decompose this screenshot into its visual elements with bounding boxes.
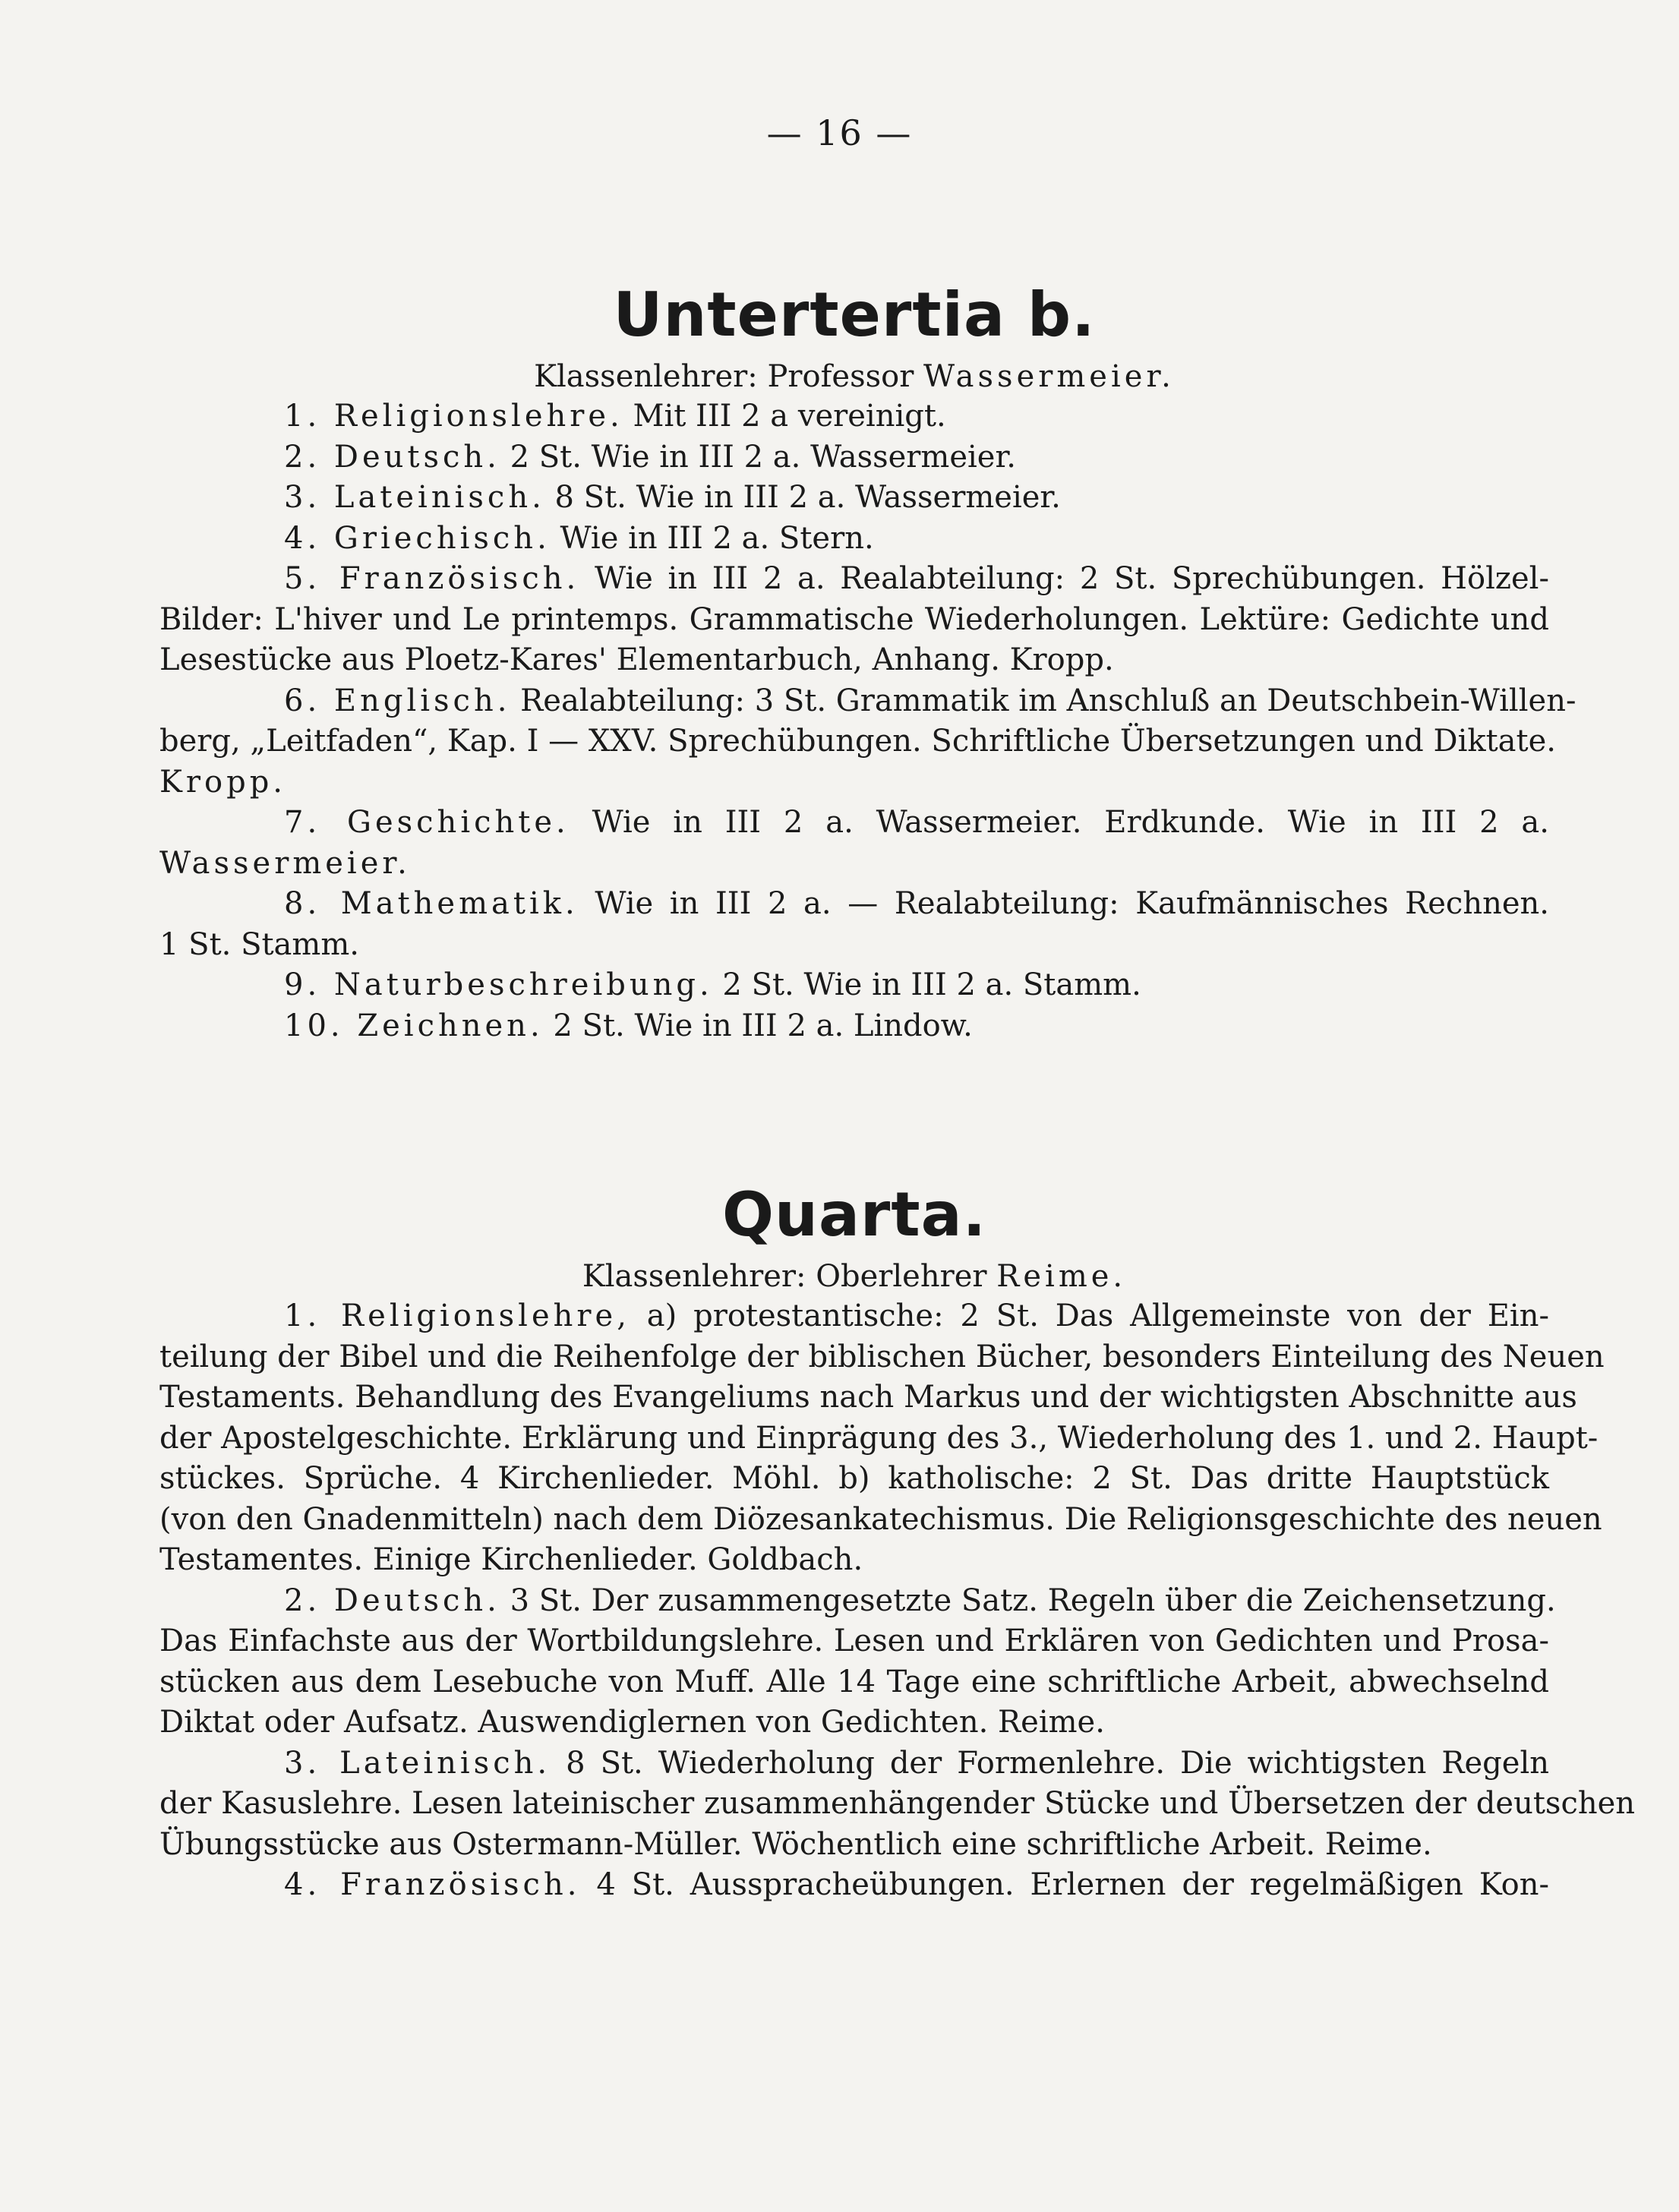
subject-item: [159, 1865, 1549, 1906]
teacher-label: Klassenlehrer:: [534, 359, 758, 394]
text-line: Testaments. Behandlung des Evangeliums nach Markus und der wichtigsten Abschnitte aus: [159, 1380, 1577, 1415]
subject-text: Mit III 2 a vereinigt.: [633, 399, 946, 434]
subject-text: 3 St. Der zusammengesetzte Satz. Regeln über die Zeichensetzung.: [510, 1582, 1556, 1618]
subject-text: Wie in III 2 a. Wassermeier. Erdkunde. Wie in III 2 a.: [592, 805, 1549, 840]
subject-name: 3. Lateinisch.: [284, 480, 545, 515]
subject-item: [159, 478, 1549, 519]
subject-text: Wie in III 2 a. Realabteilung: 2 St. Sprechübungen. Hölzel-: [594, 561, 1549, 596]
section-quarta: [159, 1173, 1636, 1906]
section-untertertia: [159, 273, 1576, 1046]
subject-text: Realabteilung: 3 St. Grammatik im Anschluß an Deutschbein-Willen-: [520, 683, 1576, 718]
teacher-title: Oberlehrer: [816, 1259, 987, 1294]
section-title: Untertertia b.: [613, 279, 1096, 350]
subject-name: 1. Religionslehre,: [284, 1298, 630, 1333]
text-line: stückes. Sprüche. 4 Kirchenlieder. Möhl. b) katholische: 2 St. Das dritte Hauptstück: [159, 1461, 1549, 1496]
subject-name: 3. Lateinisch.: [284, 1745, 551, 1781]
class-teacher-line: [159, 357, 1549, 396]
subject-text: Wie in III 2 a. Stern.: [560, 520, 874, 556]
subject-item: [159, 1743, 1549, 1784]
text-line: Lesestücke aus Ploetz-Kares' Elementarbuch, Anhang. Kropp.: [159, 642, 1114, 677]
subject-item: [159, 519, 1549, 560]
text-line: teilung der Bibel und die Reihenfolge der biblischen Bücher, besonders Einteilung des Neuen: [159, 1339, 1605, 1374]
teacher-title: Professor: [767, 359, 914, 394]
text-line: 1 St. Stamm.: [159, 926, 359, 962]
text-line: (von den Gnadenmitteln) nach dem Diözesankatechismus. Die Religionsgeschichte des neuen: [159, 1501, 1602, 1537]
subject-text: 8 St. Wie in III 2 a. Wassermeier.: [554, 480, 1061, 515]
subject-name: 9. Naturbeschreibung.: [284, 967, 713, 1002]
text-line: der Apostelgeschichte. Erklärung und Einprägung des 3., Wiederholung des 1. und 2. Haupt-: [159, 1420, 1599, 1456]
subject-name: 5. Französisch.: [284, 561, 580, 596]
text-line: Diktat oder Aufsatz. Auswendiglernen von Gedichten. Reime.: [159, 1705, 1105, 1740]
subject-item: [159, 803, 1549, 844]
text-line: stücken aus dem Lesebuche von Muff. Alle 14 Tage eine schriftliche Arbeit, abwechselnd: [159, 1664, 1549, 1699]
subject-text: 4 St. Ausspracheübungen. Erlernen der regelmäßigen Kon-: [596, 1867, 1550, 1902]
text-line: berg, „Leitfaden“, Kap. I — XXV. Sprechübungen. Schriftliche Übersetzungen und Diktate.: [159, 724, 1556, 759]
subject-text: 2 St. Wie in III 2 a. Stamm.: [722, 967, 1141, 1002]
subject-name: 2. Deutsch.: [284, 1582, 500, 1618]
text-line: Das Einfachste aus der Wortbildungslehre. Lesen und Erklären von Gedichten und Prosa-: [159, 1624, 1549, 1658]
subject-item: [159, 1006, 1549, 1047]
subject-item: [159, 1581, 1556, 1622]
subject-item: [159, 559, 1549, 600]
subject-text: 2 St. Wie in III 2 a. Lindow.: [553, 1008, 973, 1043]
teacher-name: Wassermeier.: [923, 359, 1175, 394]
class-teacher-line: [159, 1257, 1549, 1296]
subject-item: [159, 681, 1576, 722]
text-line: Wassermeier.: [159, 845, 411, 881]
teacher-label: Klassenlehrer:: [582, 1259, 806, 1294]
subject-item: [159, 965, 1549, 1006]
subject-name: 7. Geschichte.: [284, 805, 570, 840]
subject-name: 6. Englisch.: [284, 683, 511, 718]
teacher-name: Reime.: [996, 1259, 1127, 1294]
subject-name: 2. Deutsch.: [284, 439, 500, 475]
text-line: der Kasuslehre. Lesen lateinischer zusammenhängender Stücke und Übersetzen der deutschen: [159, 1786, 1636, 1821]
text-line: Übungsstücke aus Ostermann-Müller. Wöchentlich eine schriftliche Arbeit. Reime.: [159, 1826, 1432, 1862]
subject-name: 8. Mathematik.: [284, 886, 579, 921]
text-line: Kropp.: [159, 764, 287, 800]
subject-text: a) protestantische: 2 St. Das Allgemeinste von der Ein-: [646, 1298, 1549, 1333]
text-line: Testamentes. Einige Kirchenlieder. Goldbach.: [159, 1542, 863, 1577]
subject-item: [159, 396, 1549, 437]
subject-name: 1. Religionslehre.: [284, 399, 623, 434]
subject-text: 8 St. Wiederholung der Formenlehre. Die wichtigsten Regeln: [566, 1745, 1549, 1781]
subject-item: [159, 1296, 1549, 1337]
subject-name: 10. Zeichnen.: [284, 1008, 544, 1043]
subject-name: 4. Griechisch.: [284, 520, 551, 556]
subject-item: [159, 884, 1549, 925]
subject-text: Wie in III 2 a. — Realabteilung: Kaufmännisches Rechnen.: [595, 886, 1550, 921]
subject-name: 4. Französisch.: [284, 1867, 581, 1902]
page-number: — 16 —: [766, 112, 913, 153]
subject-item: [159, 437, 1549, 478]
subject-text: 2 St. Wie in III 2 a. Wassermeier.: [510, 439, 1016, 475]
text-line: Bilder: L'hiver und Le printemps. Grammatische Wiederholungen. Lektüre: Gedichte und: [159, 601, 1549, 637]
section-title: Quarta.: [721, 1179, 986, 1250]
